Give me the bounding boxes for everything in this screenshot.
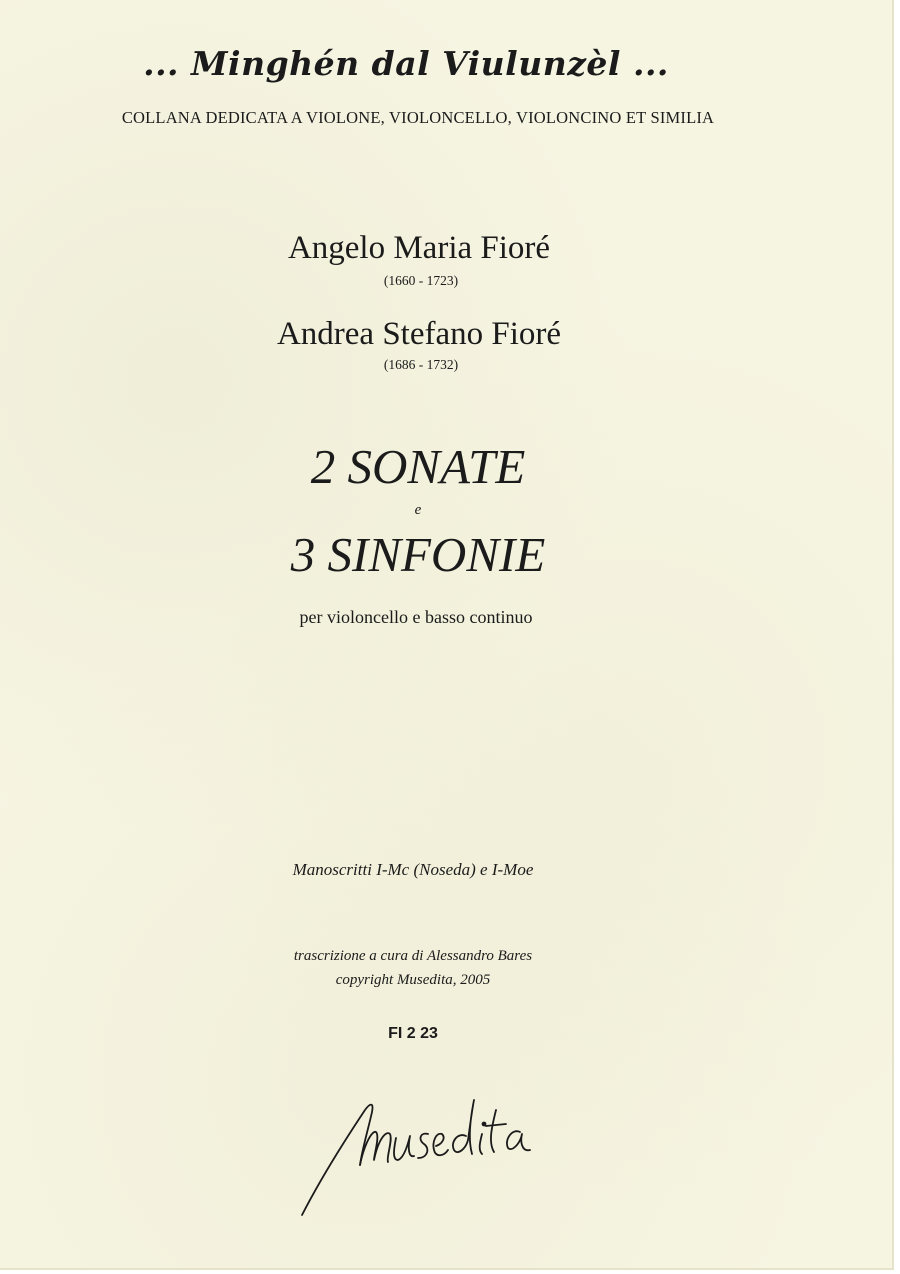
copyright-text: copyright Musedita, 2005: [335, 972, 491, 988]
work-title-conjunction: e: [414, 502, 422, 518]
composer-dates: (1660 - 1723): [383, 273, 459, 288]
work-title-line-2: 3 SINFONIE: [290, 527, 546, 582]
transcription-credit: trascrizione a cura di Alessandro Bares: [293, 948, 533, 964]
scoring-text: per violoncello e basso continuo: [299, 607, 533, 627]
sources-text: Manoscritti I-Mc (Noseda) e I-Moe: [292, 860, 534, 879]
publisher-logo: [290, 1070, 540, 1225]
composer-name: Angelo Maria Fioré: [287, 230, 551, 266]
series-subtitle: COLLANA DEDICATA A VIOLONE, VIOLONCELLO, VIOLONCINO ET SIMILIA: [121, 108, 715, 127]
catalog-code: FI 2 23: [388, 1025, 438, 1042]
series-title: ... Minghén dal Viulunzèl ...: [143, 44, 669, 83]
composer-name: Andrea Stefano Fioré: [276, 316, 562, 352]
work-title-line-1: 2 SONATE: [310, 439, 526, 494]
composer-dates: (1686 - 1732): [383, 357, 459, 372]
